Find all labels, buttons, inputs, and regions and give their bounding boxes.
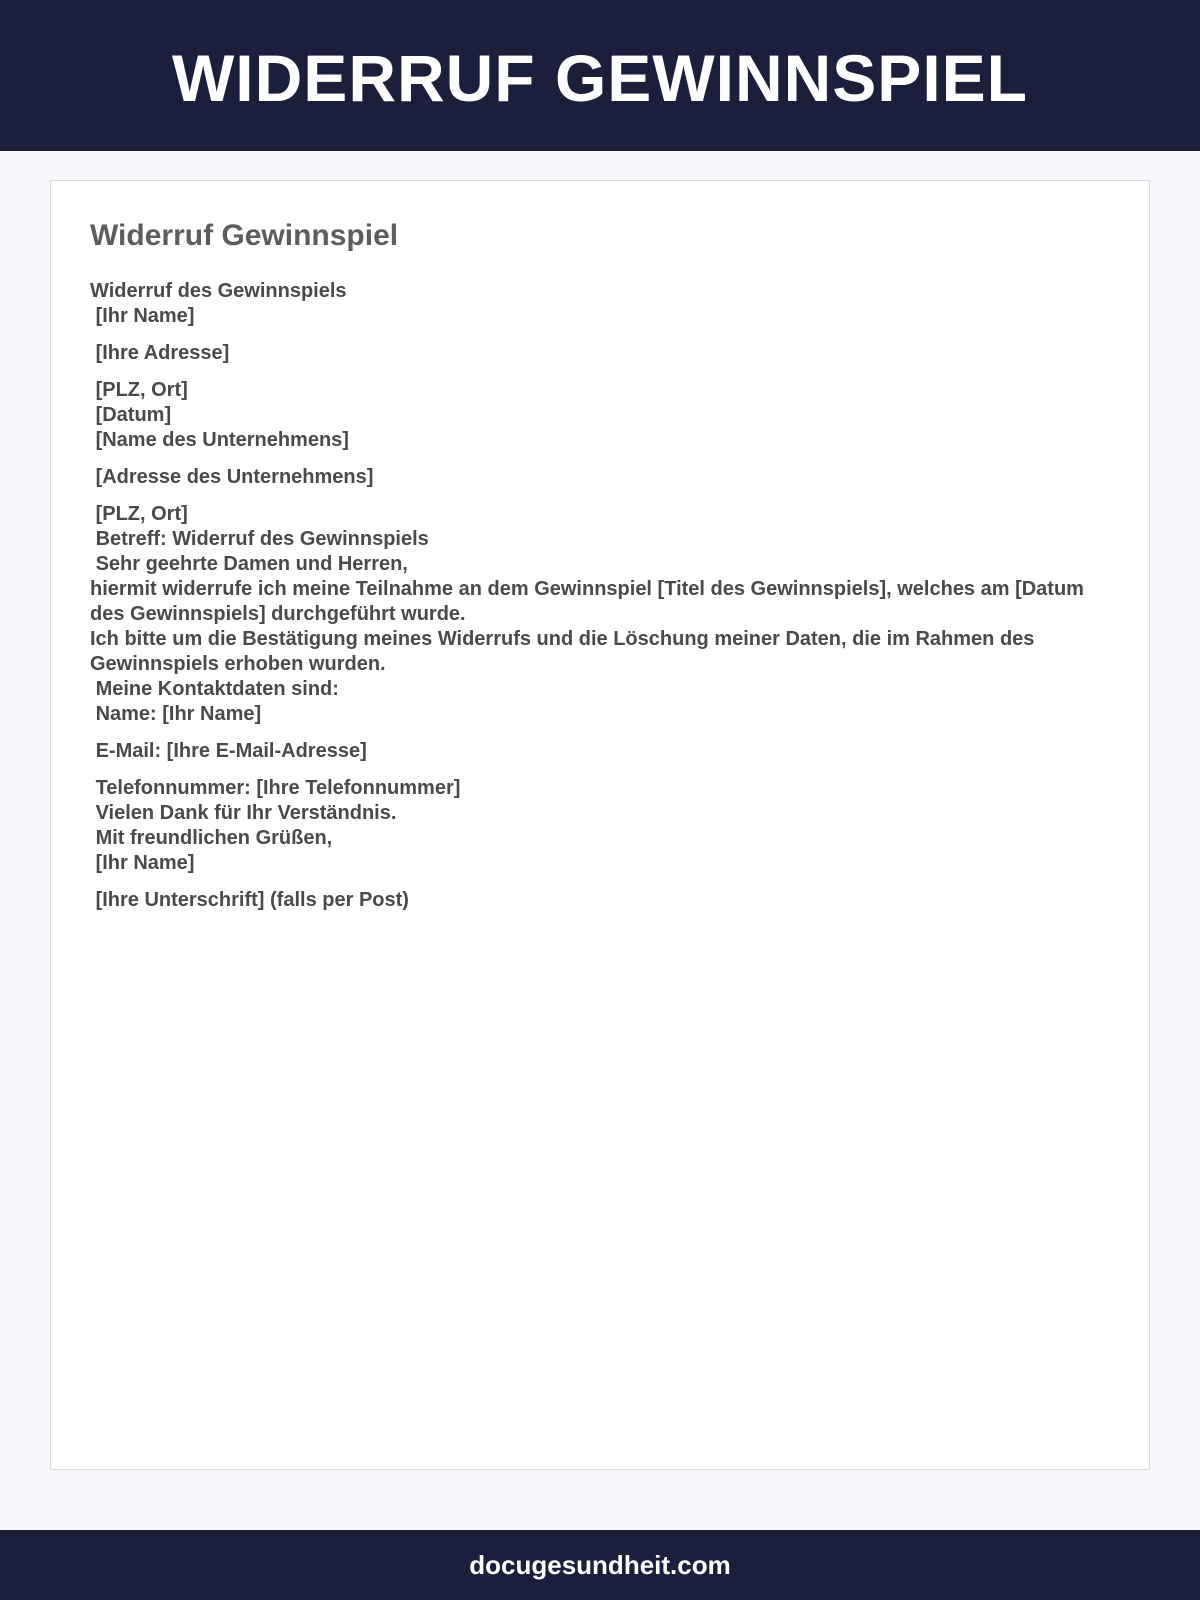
letter-line-subject: Betreff: Widerruf des Gewinnspiels [90,528,429,550]
footer-site-link[interactable]: docugesundheit.com [469,1549,731,1580]
letter-line-contact-phone: Telefonnummer: [Ihre Telefonnummer] [90,777,461,799]
letter-line-date: [Datum] [90,404,172,426]
footer-bar [0,1530,1200,1600]
letter-line-signoff-name: [Ihr Name] [90,852,195,874]
letter-line-thanks: Vielen Dank für Ihr Verständnis. [90,802,397,824]
letter-line-contact-name: Name: [Ihr Name] [90,703,262,725]
letter-line-company-city: [PLZ, Ort] [90,503,188,525]
letter-line-sender-city: [PLZ, Ort] [90,379,188,401]
letter-line-company-name: [Name des Unternehmens] [90,429,349,451]
document-card [50,180,1150,1470]
letter-line-sender-address: [Ihre Adresse] [90,342,230,364]
letter-line-signature: [Ihre Unterschrift] (falls per Post) [90,889,409,911]
letter-body [90,279,1111,913]
letter-line-contact-intro: Meine Kontaktdaten sind: [90,678,339,700]
letter-line-closing: Mit freundlichen Grüßen, [90,827,333,849]
letter-line-salutation: Sehr geehrte Damen und Herren, [90,553,408,575]
header-banner [0,0,1200,151]
letter-line-sender-name: [Ihr Name] [90,305,195,327]
letter-paragraph-request: Ich bitte um die Bestätigung meines Widerrufs und die Löschung meiner Daten, die im Rahmen des Gewinnspiels erhoben wurden. [90,628,1040,675]
letter-line-contact-email: E-Mail: [Ihre E-Mail-Adresse] [90,740,367,762]
letter-line-heading: Widerruf des Gewinnspiels [90,280,347,302]
letter-paragraph-revocation: hiermit widerrufe ich meine Teilnahme an dem Gewinnspiel [Titel des Gewinnspiels], welches am [Datum des Gewinnspiels] durchgeführt wurde. [90,578,1090,625]
document-title: Widerruf Gewinnspiel [90,219,399,252]
banner-title: WIDERRUF GEWINNSPIEL [172,40,1028,115]
letter-line-company-address: [Adresse des Unternehmens] [90,466,374,488]
